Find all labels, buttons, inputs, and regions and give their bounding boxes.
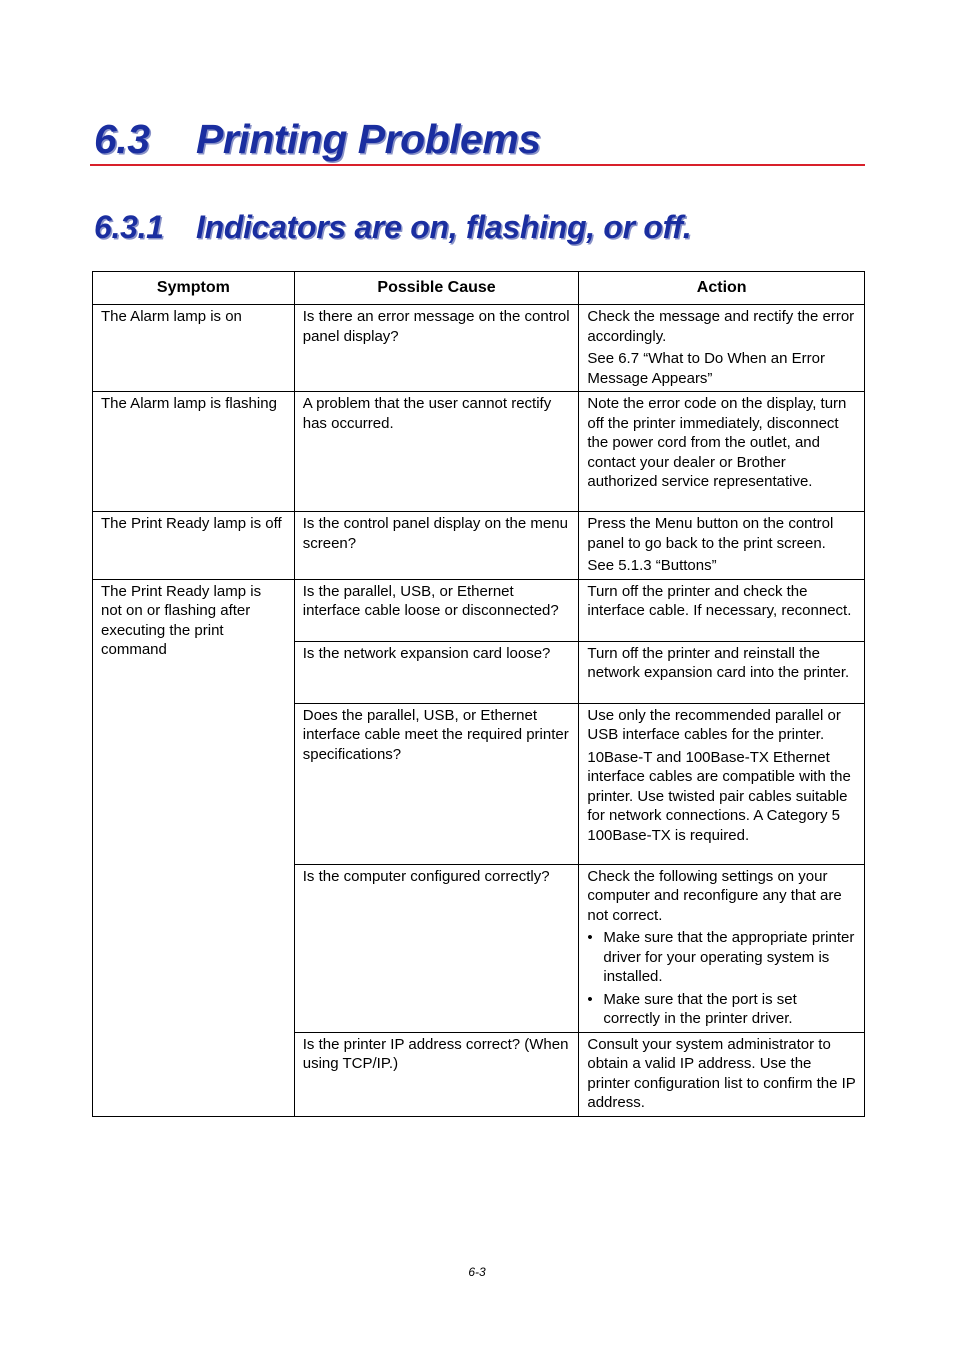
subsection-title: Indicators are on, flashing, or off. (196, 209, 692, 245)
subsection-number: 6.3.1 (94, 209, 164, 245)
table-row (93, 512, 865, 580)
action-cell (579, 512, 865, 580)
action-cell (579, 1032, 865, 1116)
page-number: 6-3 (468, 1265, 486, 1279)
action-text: Consult your system administrator to obtain a valid IP address. Use the printer configuration list to confirm the IP address. (587, 1035, 856, 1111)
list-item (587, 928, 856, 987)
action-text: Press the Menu button on the control panel to go back to the print screen. (587, 515, 834, 552)
list-item (587, 990, 856, 1029)
action-text: Note the error code on the display, turn off the printer immediately, disconnect the power cord from the outlet, and contact your dealer or Brother authorized service representative. (587, 395, 847, 490)
section-heading (94, 116, 541, 163)
list-item-text: Make sure that the port is set correctly in the printer driver. (603, 990, 797, 1027)
column-header-symptom: Symptom (93, 272, 295, 305)
heading-rule (90, 164, 865, 166)
cause-cell: A problem that the user cannot rectify has occurred. (294, 392, 579, 512)
action-cell (579, 392, 865, 512)
list-item-text: Make sure that the appropriate printer driver for your operating system is installed. (603, 929, 855, 985)
troubleshooting-table (92, 271, 865, 1117)
action-text: See 5.1.3 “Buttons” (587, 557, 717, 574)
cause-cell: Is the parallel, USB, or Ethernet interface cable loose or disconnected? (294, 579, 579, 641)
action-text: Check the following settings on your computer and reconfigure any that are not correct. (587, 867, 842, 924)
subsection-heading (94, 209, 691, 246)
action-cell (579, 579, 865, 641)
cause-cell: Is there an error message on the control panel display? (294, 305, 579, 392)
symptom-cell: The Print Ready lamp is off (93, 512, 295, 580)
action-cell (579, 641, 865, 703)
section-title: Printing Problems (196, 116, 541, 162)
symptom-cell: The Alarm lamp is on (93, 305, 295, 392)
bullet-icon: • (587, 990, 593, 1008)
table-row (93, 305, 865, 392)
cause-cell: Is the computer configured correctly? (294, 864, 579, 1032)
action-text: Check the message and rectify the error accordingly. (587, 308, 855, 345)
action-text: Use only the recommended parallel or USB interface cables for the printer. (587, 706, 841, 743)
symptom-cell: The Print Ready lamp is not on or flashing after executing the print command (93, 579, 295, 1116)
action-text: 10Base-T and 100Base-TX Ethernet interface cables are compatible with the printer. Use twisted pair cables suitable for network connections. A Category 5 100Base-TX is required. (587, 748, 851, 844)
symptom-cell: The Alarm lamp is flashing (93, 392, 295, 512)
column-header-action: Action (579, 272, 865, 305)
table-header-row (93, 272, 865, 305)
table-row (93, 392, 865, 512)
action-cell (579, 864, 865, 1032)
action-cell (579, 305, 865, 392)
action-text: Turn off the printer and reinstall the network expansion card into the printer. (587, 644, 850, 681)
cause-cell: Does the parallel, USB, or Ethernet interface cable meet the required printer specifications? (294, 703, 579, 864)
cause-cell: Is the control panel display on the menu screen? (294, 512, 579, 580)
bullet-icon: • (587, 929, 593, 946)
settings-list (587, 928, 856, 1029)
table-row (93, 579, 865, 641)
action-cell (579, 703, 865, 864)
action-text: See 6.7 “What to Do When an Error Message Appears” (587, 350, 825, 387)
section-number: 6.3 (94, 116, 150, 162)
cause-cell: Is the printer IP address correct? (When using TCP/IP.) (294, 1032, 579, 1116)
column-header-cause: Possible Cause (294, 272, 579, 305)
action-text: Turn off the printer and check the interface cable. If necessary, reconnect. (587, 582, 852, 619)
cause-cell: Is the network expansion card loose? (294, 641, 579, 703)
